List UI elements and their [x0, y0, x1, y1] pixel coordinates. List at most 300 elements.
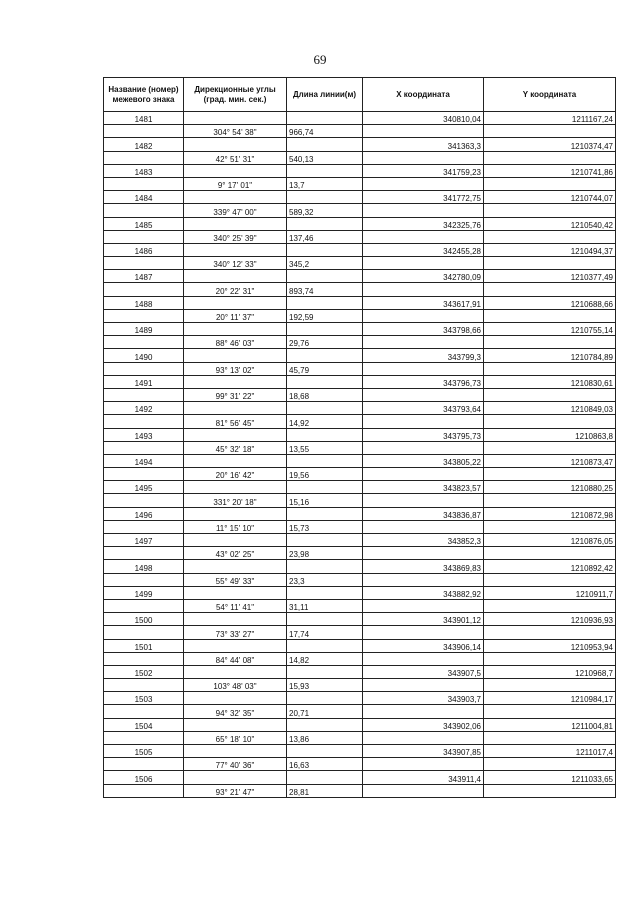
point-row: [104, 375, 616, 388]
empty-cell: [484, 573, 616, 586]
segment-row: [104, 336, 616, 349]
x-coordinate: 340810,04: [363, 112, 484, 125]
empty-cell: [287, 270, 363, 283]
empty-cell: [104, 177, 184, 190]
empty-cell: [184, 454, 287, 467]
x-coordinate: 343796,73: [363, 375, 484, 388]
empty-cell: [104, 626, 184, 639]
empty-cell: [484, 731, 616, 744]
point-name: 1490: [104, 349, 184, 362]
empty-cell: [184, 771, 287, 784]
direction-angle: 304° 54' 38": [184, 125, 287, 138]
y-coordinate: 1210849,03: [484, 402, 616, 415]
empty-cell: [287, 507, 363, 520]
line-length: 23,3: [287, 573, 363, 586]
point-row: [104, 112, 616, 125]
x-coordinate: 342325,76: [363, 217, 484, 230]
empty-cell: [184, 481, 287, 494]
y-coordinate: 1210953,94: [484, 639, 616, 652]
empty-cell: [184, 507, 287, 520]
table-header-row: [104, 78, 616, 112]
empty-cell: [484, 177, 616, 190]
empty-cell: [104, 705, 184, 718]
y-coordinate: 1210688,66: [484, 296, 616, 309]
empty-cell: [484, 257, 616, 270]
y-coordinate: 1211004,81: [484, 718, 616, 731]
line-length: 14,92: [287, 415, 363, 428]
x-coordinate: 343823,57: [363, 481, 484, 494]
point-name: 1482: [104, 138, 184, 151]
x-coordinate: 343852,3: [363, 534, 484, 547]
point-row: [104, 745, 616, 758]
empty-cell: [287, 349, 363, 362]
empty-cell: [484, 679, 616, 692]
line-length: 345,2: [287, 257, 363, 270]
page-number: 69: [313, 52, 327, 67]
empty-cell: [184, 296, 287, 309]
empty-cell: [287, 586, 363, 599]
empty-cell: [287, 375, 363, 388]
empty-cell: [363, 731, 484, 744]
point-name: 1486: [104, 243, 184, 256]
segment-row: [104, 599, 616, 612]
x-coordinate: 343795,73: [363, 428, 484, 441]
empty-cell: [104, 204, 184, 217]
empty-cell: [363, 520, 484, 533]
line-length: 13,7: [287, 177, 363, 190]
header-name: Название (номер) межевого знака: [104, 78, 184, 112]
x-coordinate: 343911,4: [363, 771, 484, 784]
empty-cell: [104, 125, 184, 138]
empty-cell: [104, 468, 184, 481]
x-coordinate: 343805,22: [363, 454, 484, 467]
segment-row: [104, 679, 616, 692]
empty-cell: [184, 613, 287, 626]
direction-angle: 55° 49' 33": [184, 573, 287, 586]
segment-row: [104, 204, 616, 217]
empty-cell: [104, 599, 184, 612]
boundary-coordinates-table: [103, 77, 616, 798]
empty-cell: [104, 388, 184, 401]
empty-cell: [184, 692, 287, 705]
table-body: [104, 112, 616, 798]
y-coordinate: 1211017,4: [484, 745, 616, 758]
empty-cell: [184, 375, 287, 388]
empty-cell: [287, 454, 363, 467]
point-row: [104, 718, 616, 731]
direction-angle: 65° 18' 10": [184, 731, 287, 744]
header-length: Длина линии(м): [287, 78, 363, 112]
empty-cell: [287, 771, 363, 784]
direction-angle: 84° 44' 08": [184, 652, 287, 665]
line-length: 15,93: [287, 679, 363, 692]
header-x: X координата: [363, 78, 484, 112]
empty-cell: [363, 257, 484, 270]
segment-row: [104, 230, 616, 243]
line-length: 14,82: [287, 652, 363, 665]
point-name: 1491: [104, 375, 184, 388]
y-coordinate: 1210741,86: [484, 164, 616, 177]
empty-cell: [184, 718, 287, 731]
empty-cell: [104, 230, 184, 243]
empty-cell: [484, 336, 616, 349]
empty-cell: [184, 402, 287, 415]
direction-angle: 42° 51' 31": [184, 151, 287, 164]
segment-row: [104, 494, 616, 507]
point-row: [104, 428, 616, 441]
segment-row: [104, 758, 616, 771]
y-coordinate: 1210876,05: [484, 534, 616, 547]
point-row: [104, 560, 616, 573]
line-length: 540,13: [287, 151, 363, 164]
direction-angle: 93° 21' 47": [184, 784, 287, 797]
empty-cell: [287, 481, 363, 494]
empty-cell: [287, 692, 363, 705]
point-row: [104, 402, 616, 415]
segment-row: [104, 415, 616, 428]
empty-cell: [104, 731, 184, 744]
line-length: 893,74: [287, 283, 363, 296]
x-coordinate: 343836,87: [363, 507, 484, 520]
empty-cell: [287, 639, 363, 652]
y-coordinate: 1211033,65: [484, 771, 616, 784]
empty-cell: [104, 758, 184, 771]
empty-cell: [484, 599, 616, 612]
point-row: [104, 454, 616, 467]
point-name: 1499: [104, 586, 184, 599]
empty-cell: [484, 626, 616, 639]
x-coordinate: 343907,5: [363, 665, 484, 678]
x-coordinate: 343906,14: [363, 639, 484, 652]
empty-cell: [363, 573, 484, 586]
header-angle: Дирекционные углы (град. мин. сек.): [184, 78, 287, 112]
empty-cell: [363, 125, 484, 138]
empty-cell: [363, 230, 484, 243]
empty-cell: [363, 362, 484, 375]
point-row: [104, 191, 616, 204]
point-name: 1503: [104, 692, 184, 705]
empty-cell: [484, 520, 616, 533]
segment-row: [104, 520, 616, 533]
line-length: 966,74: [287, 125, 363, 138]
x-coordinate: 342780,09: [363, 270, 484, 283]
point-row: [104, 243, 616, 256]
empty-cell: [484, 230, 616, 243]
segment-row: [104, 441, 616, 454]
empty-cell: [184, 138, 287, 151]
empty-cell: [363, 679, 484, 692]
empty-cell: [484, 547, 616, 560]
empty-cell: [287, 217, 363, 230]
point-row: [104, 323, 616, 336]
x-coordinate: 341759,23: [363, 164, 484, 177]
empty-cell: [104, 547, 184, 560]
line-length: 13,86: [287, 731, 363, 744]
point-row: [104, 296, 616, 309]
direction-angle: 331° 20' 18": [184, 494, 287, 507]
point-name: 1481: [104, 112, 184, 125]
y-coordinate: 1210873,47: [484, 454, 616, 467]
empty-cell: [104, 309, 184, 322]
empty-cell: [104, 415, 184, 428]
segment-row: [104, 705, 616, 718]
empty-cell: [363, 599, 484, 612]
y-coordinate: 1210936,93: [484, 613, 616, 626]
x-coordinate: 343907,85: [363, 745, 484, 758]
empty-cell: [363, 336, 484, 349]
direction-angle: 43° 02' 25": [184, 547, 287, 560]
segment-row: [104, 626, 616, 639]
empty-cell: [184, 243, 287, 256]
empty-cell: [484, 494, 616, 507]
empty-cell: [363, 784, 484, 797]
x-coordinate: 343902,06: [363, 718, 484, 731]
segment-row: [104, 784, 616, 797]
segment-row: [104, 257, 616, 270]
segment-row: [104, 652, 616, 665]
empty-cell: [184, 217, 287, 230]
segment-row: [104, 283, 616, 296]
direction-angle: 11° 15' 10": [184, 520, 287, 533]
empty-cell: [104, 441, 184, 454]
line-length: 13,55: [287, 441, 363, 454]
empty-cell: [484, 652, 616, 665]
empty-cell: [184, 112, 287, 125]
empty-cell: [184, 323, 287, 336]
empty-cell: [484, 283, 616, 296]
point-row: [104, 639, 616, 652]
line-length: 137,46: [287, 230, 363, 243]
empty-cell: [363, 705, 484, 718]
empty-cell: [287, 138, 363, 151]
point-row: [104, 138, 616, 151]
y-coordinate: 1210872,98: [484, 507, 616, 520]
direction-angle: 94° 32' 35": [184, 705, 287, 718]
point-row: [104, 665, 616, 678]
empty-cell: [184, 639, 287, 652]
segment-row: [104, 362, 616, 375]
empty-cell: [484, 125, 616, 138]
point-row: [104, 692, 616, 705]
line-length: 20,71: [287, 705, 363, 718]
line-length: 45,79: [287, 362, 363, 375]
empty-cell: [104, 336, 184, 349]
segment-row: [104, 468, 616, 481]
direction-angle: 77° 40' 36": [184, 758, 287, 771]
empty-cell: [104, 679, 184, 692]
line-length: 23,98: [287, 547, 363, 560]
point-name: 1487: [104, 270, 184, 283]
point-name: 1497: [104, 534, 184, 547]
empty-cell: [287, 323, 363, 336]
empty-cell: [484, 468, 616, 481]
direction-angle: 54° 11' 41": [184, 599, 287, 612]
empty-cell: [484, 784, 616, 797]
direction-angle: 9° 17' 01": [184, 177, 287, 190]
empty-cell: [184, 428, 287, 441]
empty-cell: [363, 441, 484, 454]
empty-cell: [104, 494, 184, 507]
empty-cell: [184, 191, 287, 204]
y-coordinate: 1210892,42: [484, 560, 616, 573]
empty-cell: [363, 758, 484, 771]
point-name: 1506: [104, 771, 184, 784]
direction-angle: 20° 11' 37": [184, 309, 287, 322]
empty-cell: [484, 362, 616, 375]
direction-angle: 99° 31' 22": [184, 388, 287, 401]
y-coordinate: 1210911,7: [484, 586, 616, 599]
x-coordinate: 343793,64: [363, 402, 484, 415]
point-row: [104, 217, 616, 230]
empty-cell: [104, 573, 184, 586]
point-row: [104, 613, 616, 626]
direction-angle: 93° 13' 02": [184, 362, 287, 375]
point-row: [104, 586, 616, 599]
empty-cell: [363, 151, 484, 164]
y-coordinate: 1210540,42: [484, 217, 616, 230]
header-y: Y координата: [484, 78, 616, 112]
line-length: 589,32: [287, 204, 363, 217]
direction-angle: 81° 56' 45": [184, 415, 287, 428]
direction-angle: 103° 48' 03": [184, 679, 287, 692]
empty-cell: [104, 151, 184, 164]
point-row: [104, 534, 616, 547]
empty-cell: [484, 705, 616, 718]
line-length: 19,56: [287, 468, 363, 481]
empty-cell: [184, 586, 287, 599]
y-coordinate: 1210880,25: [484, 481, 616, 494]
x-coordinate: 343617,91: [363, 296, 484, 309]
y-coordinate: 1210494,37: [484, 243, 616, 256]
empty-cell: [184, 745, 287, 758]
point-row: [104, 164, 616, 177]
segment-row: [104, 125, 616, 138]
empty-cell: [287, 718, 363, 731]
point-row: [104, 507, 616, 520]
point-row: [104, 481, 616, 494]
empty-cell: [287, 745, 363, 758]
segment-row: [104, 731, 616, 744]
x-coordinate: 343903,7: [363, 692, 484, 705]
line-length: 29,76: [287, 336, 363, 349]
y-coordinate: 1210863,8: [484, 428, 616, 441]
line-length: 28,81: [287, 784, 363, 797]
point-name: 1501: [104, 639, 184, 652]
point-name: 1485: [104, 217, 184, 230]
y-coordinate: 1210968,7: [484, 665, 616, 678]
segment-row: [104, 177, 616, 190]
empty-cell: [287, 613, 363, 626]
empty-cell: [287, 402, 363, 415]
empty-cell: [363, 309, 484, 322]
empty-cell: [363, 388, 484, 401]
line-length: 15,16: [287, 494, 363, 507]
point-name: 1498: [104, 560, 184, 573]
line-length: 18,68: [287, 388, 363, 401]
direction-angle: 73° 33' 27": [184, 626, 287, 639]
empty-cell: [484, 758, 616, 771]
point-name: 1496: [104, 507, 184, 520]
empty-cell: [363, 494, 484, 507]
point-name: 1495: [104, 481, 184, 494]
empty-cell: [287, 296, 363, 309]
segment-row: [104, 388, 616, 401]
direction-angle: 45° 32' 18": [184, 441, 287, 454]
x-coordinate: 342455,28: [363, 243, 484, 256]
point-name: 1504: [104, 718, 184, 731]
empty-cell: [184, 164, 287, 177]
segment-row: [104, 573, 616, 586]
empty-cell: [484, 309, 616, 322]
y-coordinate: 1210374,47: [484, 138, 616, 151]
empty-cell: [363, 652, 484, 665]
x-coordinate: 341363,3: [363, 138, 484, 151]
empty-cell: [484, 388, 616, 401]
x-coordinate: 343798,66: [363, 323, 484, 336]
y-coordinate: 1210830,61: [484, 375, 616, 388]
empty-cell: [287, 560, 363, 573]
point-name: 1492: [104, 402, 184, 415]
empty-cell: [287, 112, 363, 125]
point-name: 1493: [104, 428, 184, 441]
direction-angle: 339° 47' 00": [184, 204, 287, 217]
point-row: [104, 771, 616, 784]
direction-angle: 340° 25' 39": [184, 230, 287, 243]
x-coordinate: 341772,75: [363, 191, 484, 204]
empty-cell: [184, 349, 287, 362]
x-coordinate: 343869,83: [363, 560, 484, 573]
line-length: 15,73: [287, 520, 363, 533]
empty-cell: [287, 665, 363, 678]
point-name: 1489: [104, 323, 184, 336]
direction-angle: 88° 46' 03": [184, 336, 287, 349]
empty-cell: [363, 626, 484, 639]
y-coordinate: 1211167,24: [484, 112, 616, 125]
direction-angle: 20° 16' 42": [184, 468, 287, 481]
empty-cell: [104, 784, 184, 797]
empty-cell: [287, 164, 363, 177]
segment-row: [104, 151, 616, 164]
empty-cell: [363, 468, 484, 481]
empty-cell: [287, 428, 363, 441]
x-coordinate: 343799,3: [363, 349, 484, 362]
point-name: 1500: [104, 613, 184, 626]
point-name: 1494: [104, 454, 184, 467]
point-name: 1488: [104, 296, 184, 309]
empty-cell: [484, 151, 616, 164]
empty-cell: [104, 362, 184, 375]
line-length: 17,74: [287, 626, 363, 639]
point-name: 1483: [104, 164, 184, 177]
empty-cell: [363, 177, 484, 190]
line-length: 31,11: [287, 599, 363, 612]
empty-cell: [184, 560, 287, 573]
y-coordinate: 1210755,14: [484, 323, 616, 336]
direction-angle: 20° 22' 31": [184, 283, 287, 296]
point-row: [104, 270, 616, 283]
empty-cell: [363, 415, 484, 428]
point-name: 1505: [104, 745, 184, 758]
point-name: 1502: [104, 665, 184, 678]
empty-cell: [104, 520, 184, 533]
x-coordinate: 343901,12: [363, 613, 484, 626]
empty-cell: [184, 665, 287, 678]
segment-row: [104, 309, 616, 322]
empty-cell: [104, 283, 184, 296]
empty-cell: [363, 204, 484, 217]
y-coordinate: 1210984,17: [484, 692, 616, 705]
y-coordinate: 1210377,49: [484, 270, 616, 283]
